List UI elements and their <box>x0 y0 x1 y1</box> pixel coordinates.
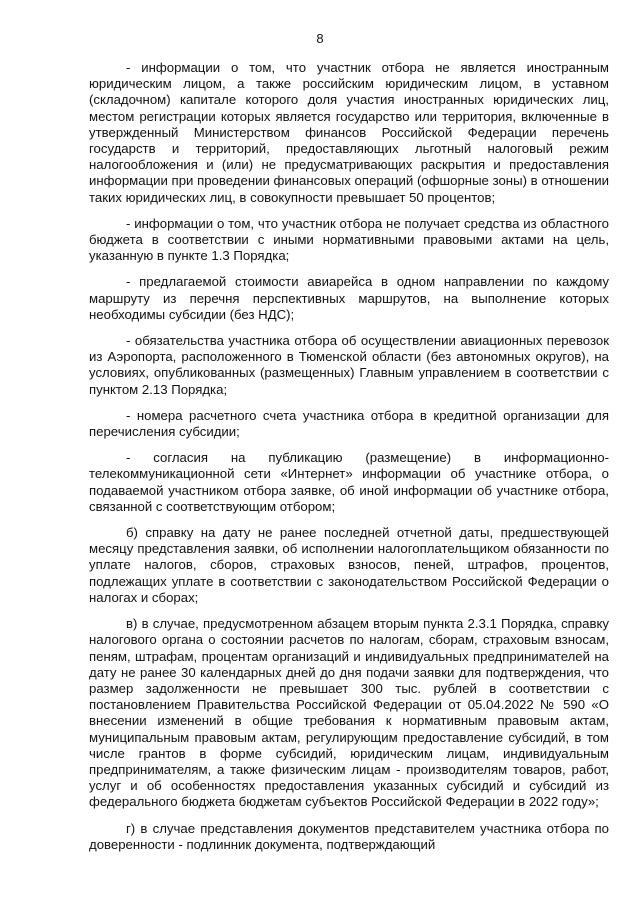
paragraph-publication-consent: - согласия на публикацию (размещение) в информационно-телекоммуникационной сети «Интернет» информации об участнике отбора, о подаваемой участником отбора заявке, об иной информации об участнике отбора, связанной с соответствующим отбором; <box>89 450 609 514</box>
paragraph-tax-certificate: б) справку на дату не ранее последней отчетной даты, предшествующей месяцу представления заявки, об исполнении налогоплательщиком обязанности по уплате налогов, сборов, страховых взносов, пеней, штрафов, процентов, подлежащих уплате в соответствии с законодательством Российской Федерации о налогах и сборах; <box>89 525 609 605</box>
paragraph-flight-cost: - предлагаемой стоимости авиарейса в одном направлении по каждому маршруту из перечня перспективных маршрутов, на выполнение которых необходимы субсидии (без НДС); <box>89 274 609 322</box>
paragraph-power-of-attorney: г) в случае представления документов представителем участника отбора по доверенности - подлинник документа, подтверждающий <box>89 820 609 852</box>
paragraph-offshore-info: - информации о том, что участник отбора не является иностранным юридическим лицом, а также российским юридическим лицом, в уставном (складочном) капитале которого доля участия иностранных юридических лиц, местом регистрации которых является государство или территория, включенные в утвержденный Министерством финансов Российской Федерации перечень государств и территорий, предоставляющих льготный налоговый режим налогообложения и (или) не предусматривающих раскрытия и предоставления информации при проведении финансовых операций (офшорные зоны) в отношении таких юридических лиц, в совокупности превышает 50 процентов; <box>89 60 609 205</box>
paragraph-tax-settlement-certificate: в) в случае, предусмотренном абзацем вторым пункта 2.3.1 Порядка, справку налогового органа о состоянии расчетов по налогам, сборам, страховым взносам, пеням, штрафам, процентам организаций и индивидуальных предпринимателей на дату не ранее 30 календарных дней до дня подачи заявки для подтверждения, что размер задолженности не превышает 300 тыс. рублей в соответствии с постановлением Правительства Российской Федерации от 05.04.2022 № 590 «О внесении изменений в общие требования к нормативным правовым актам, муниципальным правовым актам, регулирующим предоставление субсидий, в том числе грантов в форме субсидий, юридическим лицам, индивидуальным предпринимателям, а также физическим лицам - производителям товаров, работ, услуг и об особенностях предоставления указанных субсидий и субсидий из федерального бюджета бюджетам субъектов Российской Федерации в 2022 году»; <box>89 616 609 810</box>
paragraph-regional-budget-info: - информации о том, что участник отбора не получает средства из областного бюджета в соответствии с иными нормативными правовыми актами на цель, указанную в пункте 1.3 Порядка; <box>89 215 609 264</box>
paragraph-transport-obligation: - обязательства участника отбора об осуществлении авиационных перевозок из Аэропорта, расположенного в Тюменской области (без автономных округов), на условиях, опубликованных (размещенных) Главным управлением в соответствии с пунктом 2.13 Порядка; <box>89 333 609 397</box>
document-body <box>89 60 609 853</box>
paragraph-bank-account: - номера расчетного счета участника отбора в кредитной организации для перечисления субсидии; <box>89 407 609 440</box>
page-number: 8 <box>316 31 324 46</box>
